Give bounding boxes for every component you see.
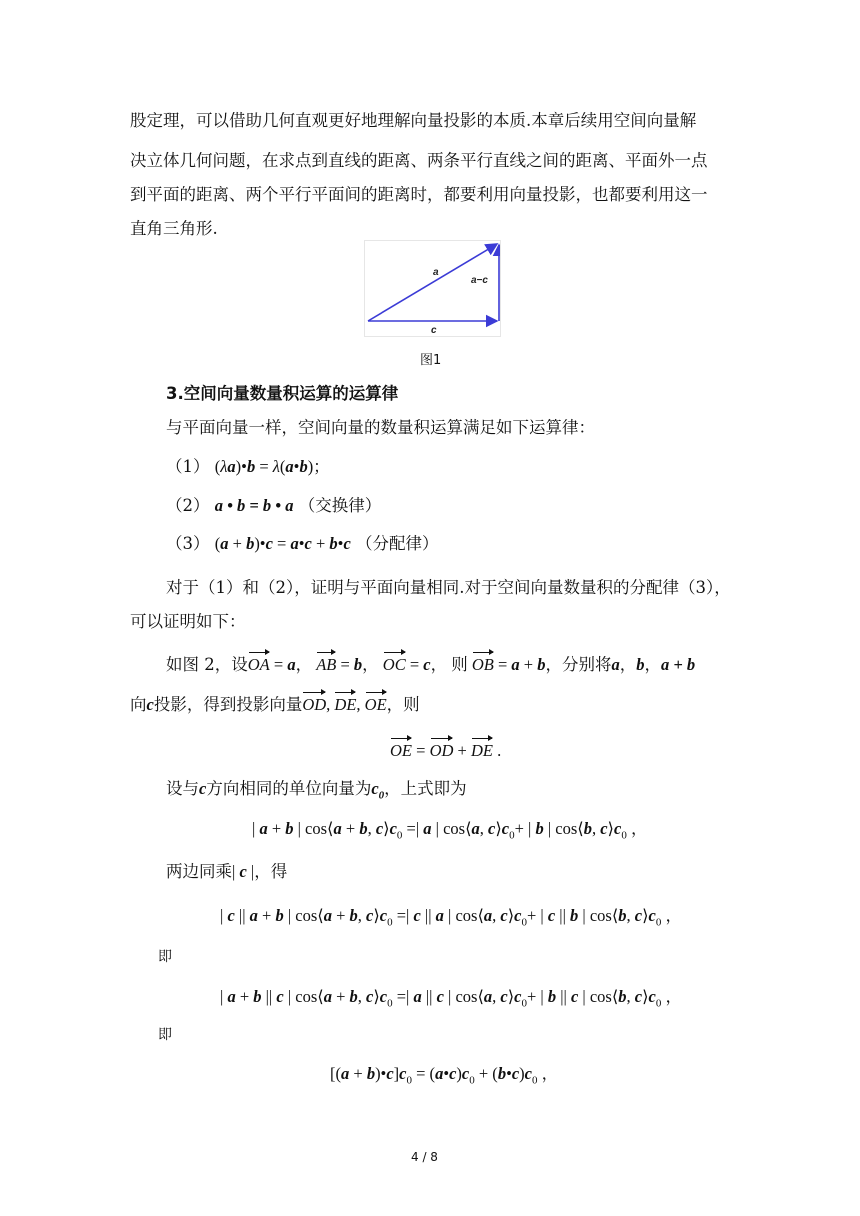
fig2-projection-line: 向c投影，得到投影向量OD, DE, OE，则 bbox=[130, 695, 420, 714]
ji-label-1: 即 bbox=[158, 949, 172, 965]
figure-1 bbox=[364, 240, 501, 337]
section-intro: 与平面向量一样，空间向量的数量积运算满足如下运算律： bbox=[166, 418, 595, 437]
law-2-note: （交换律） bbox=[298, 496, 382, 515]
label-c: c bbox=[431, 325, 437, 336]
equation-oe: OE = OD + DE . bbox=[390, 741, 502, 760]
law-3-note: （分配律） bbox=[356, 534, 439, 553]
paragraph-line-1: 股定理，可以借助几何直观更好地理解向量投影的本质.本章后续用空间向量解 bbox=[130, 111, 697, 130]
both-sides-line: 两边同乘| c |，得 bbox=[166, 862, 288, 881]
law-1: （1） (λa)•b = λ(a•b)； bbox=[166, 457, 330, 476]
section-heading: 3.空间向量数量积运算的运算律 bbox=[166, 384, 399, 403]
vector-triangle-diagram bbox=[365, 241, 500, 336]
paragraph-line-2: 决立体几何问题，在求点到直线的距离、两条平行直线之间的距离、平面外一点 bbox=[130, 151, 708, 170]
label-a: a bbox=[433, 267, 439, 278]
proof-line-2: 可以证明如下： bbox=[130, 612, 246, 631]
paragraph-line-4: 直角三角形. bbox=[130, 219, 218, 238]
law-1-number: （1） bbox=[166, 457, 210, 476]
equation-2: | c || a + b | cos⟨a + b, $c⟩c_0$ =| c || a | cos⟨a, $c⟩c_0+$ | c || b | cos⟨b, $c⟩c_0$ ， bbox=[220, 906, 682, 929]
ji-label-2: 即 bbox=[158, 1027, 172, 1043]
page-number: 4 / 8 bbox=[411, 1150, 438, 1164]
label-a-minus-c: a−c bbox=[471, 275, 488, 286]
law-3-number: （3） bbox=[166, 534, 210, 553]
law-2-number: （2） bbox=[166, 496, 210, 515]
proof-line-1: 对于（1）和（2），证明与平面向量相同.对于空间向量数量积的分配律（3）， bbox=[166, 578, 731, 597]
equation-4: $[(a + b)•c]c_0$ = $(a•c)c_0$ + $(b•c)c_0$ ， bbox=[330, 1064, 559, 1087]
equation-3: | a + b || c | cos⟨a + b, $c⟩c_0$ =| a || c | cos⟨a, $c⟩c_0+$ | b || c | cos⟨b, $c⟩c_0$ ， bbox=[220, 987, 682, 1010]
law-2: （2） a • b = b • a （交换律） bbox=[166, 496, 382, 515]
equation-1: | a + b | cos⟨a + b, $c⟩c_0$ =| a | cos⟨a, $c⟩c_0+$ | b | cos⟨b, $c⟩c_0$ ， bbox=[252, 819, 648, 842]
paragraph-line-3: 到平面的距离、两个平行平面间的距离时，都要利用向量投影，也都要利用这一 bbox=[130, 185, 708, 204]
figure-1-caption: 图1 bbox=[420, 353, 442, 368]
law-3: （3） (a + b)•c = a•c + b•c （分配律） bbox=[166, 534, 439, 553]
unit-vector-line: 设与c方向相同的单位向量为$c_0$，上式即为 bbox=[166, 779, 467, 802]
fig2-setup-line: 如图 2，设OA = a， AB = b， OC = c， 则 OB = a + b，分别将a，b，a + b bbox=[166, 655, 696, 674]
